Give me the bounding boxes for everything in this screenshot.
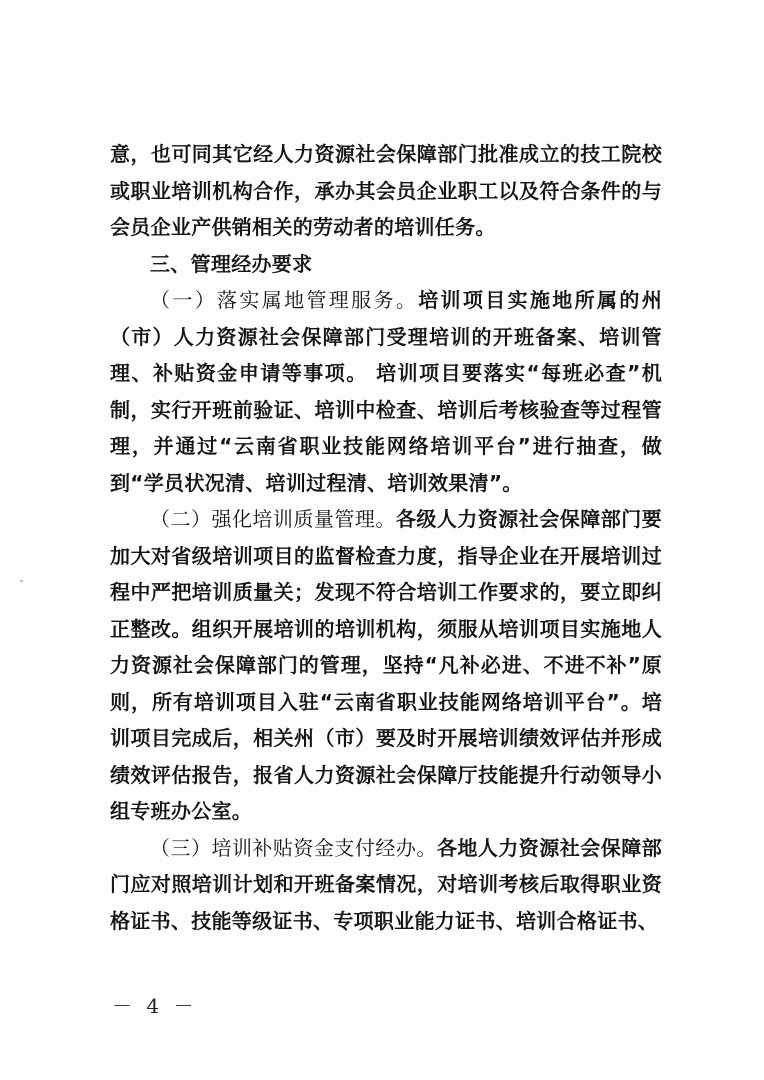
scan-speck (20, 580, 23, 582)
page-number: － 4 － (112, 994, 198, 1018)
section-heading-management (110, 246, 662, 283)
paragraph-continuation (110, 136, 662, 246)
paragraph-item-two (110, 501, 662, 830)
document-body (110, 136, 662, 939)
paragraph-text: 培训项目实施地所属的州（市）人力资源社会保障部门受理培训的开班备案、培训管理、补贴资金申请等事项。 培训项目要落实“每班必查”机制，实行开班前验证、培训中检查、培训后考核验查等过程管理，并通过“云南省职业技能网络培训平台”进行抽查，做到“学员状况清、培训过程清、培训效果清”。 (110, 288, 662, 495)
section-heading-text: 三、管理经办要求 (150, 251, 313, 276)
item-heading: （一）落实属地管理服务。 (150, 288, 419, 312)
paragraph-text: 意，也可同其它经人力资源社会保障部门批准成立的技工院校或职业培训机构合作，承办其会员企业职工以及符合条件的与会员企业产供销相关的劳动者的培训任务。 (110, 142, 662, 239)
item-heading: （三）培训补贴资金支付经办。 (150, 835, 437, 860)
item-heading: （二）强化培训质量管理。 (150, 507, 396, 531)
paragraph-item-one (110, 282, 662, 501)
paragraph-text: 各地人力资源社会保障部门应对照培训计划和开班备案情况，对培训考核后取得职业资格证书、技能等级证书、专项职业能力证书、培训合格证书、 (110, 835, 662, 933)
paragraph-item-three (110, 830, 662, 940)
paragraph-text: 各级人力资源社会保障部门要加大对省级培训项目的监督检查力度，指导企业在开展培训过程中严把培训质量关；发现不符合培训工作要求的，要立即纠正整改。组织开展培训的培训机构，须服从培训项目实施地人力资源社会保障部门的管理，坚持“凡补必进、不进不补”原则，所有培训项目入驻“云南省职业技能网络培训平台”。培训项目完成后，相关州（市）要及时开展培训绩效评估并形成绩效评估报告，报省人力资源社会保障厅技能提升行动领导小组专班办公室。 (110, 507, 662, 823)
